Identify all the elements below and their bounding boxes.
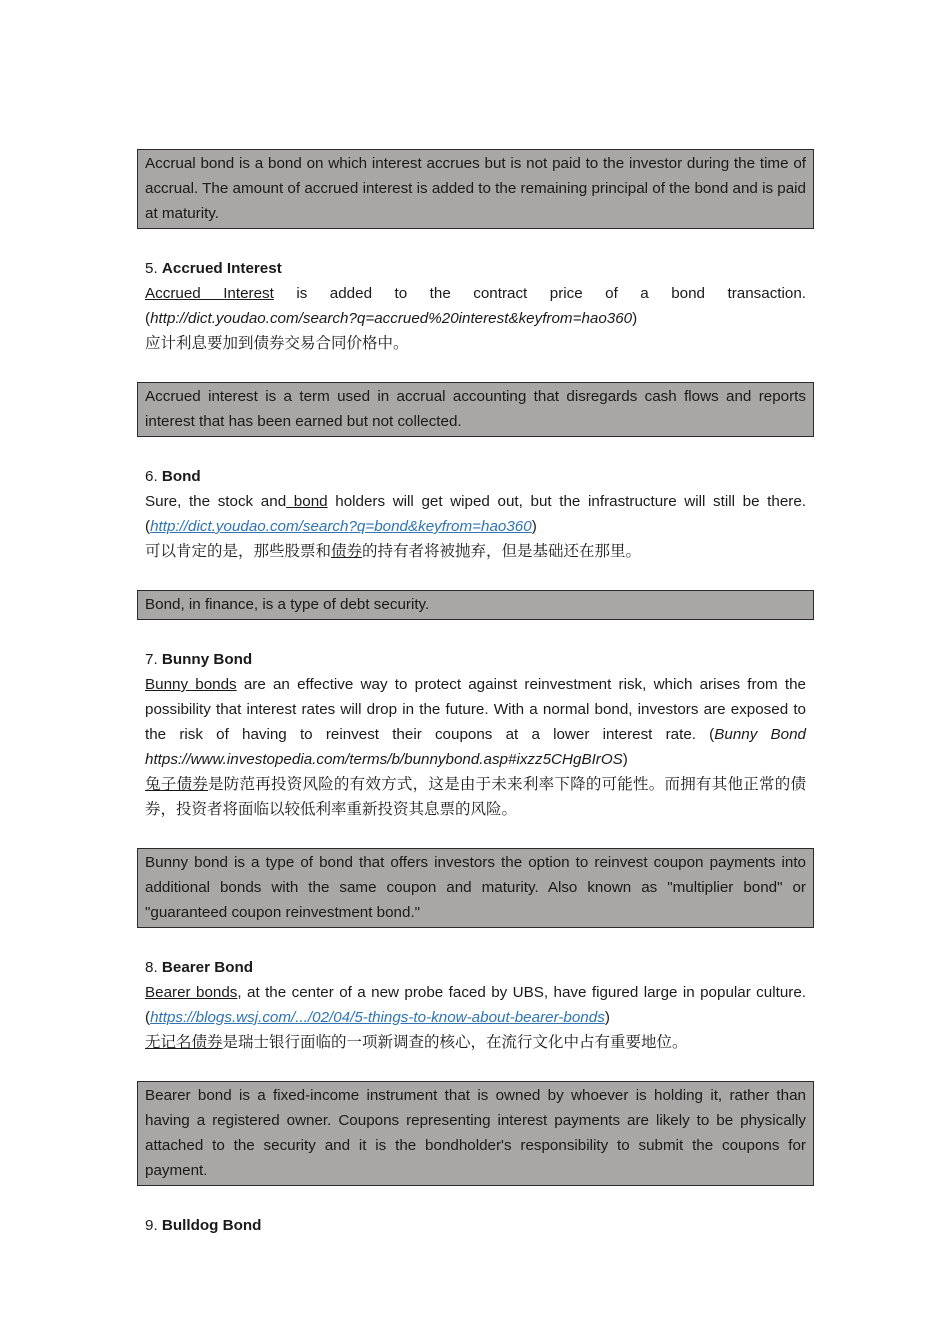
- entry-number: 9.: [145, 1217, 158, 1234]
- source-link[interactable]: http://dict.youdao.com/search?q=bond&keyfrom=hao360: [150, 518, 532, 535]
- example-sentence-bunny-bond: Bunny bonds are an effective way to protect against reinvestment risk, which arises from the possibility that interest rates will drop in the future. With a normal bond, investors are exposed to the risk of having to reinvest their coupons at a lower interest rate. (Bunny Bond https://www.investopedia.com/terms/b/bunnybond.asp#ixzz5CHgBIrOS): [145, 676, 806, 768]
- example-sentence-accrued-interest: Accrued Interest is added to the contract price of a bond transaction. (http://dict.youdao.com/search?q=accrued%20interest&keyfrom=hao360): [145, 285, 807, 327]
- term-bond-zh: 债券: [331, 542, 363, 560]
- term-bearer-bonds: Bearer bonds: [145, 984, 238, 1001]
- translation-bond: 可以肯定的是，那些股票和债券的持有者将被抛弃，但是基础还在那里。: [145, 542, 642, 560]
- term-bunny-bonds: Bunny bonds: [145, 676, 237, 693]
- definition-box-bunny-bond: Bunny bond is a type of bond that offers investors the option to reinvest coupon payments into additional bonds with the same coupon and maturity. Also known as "multiplier bond" or "guaranteed coupon reinvestment bond.": [137, 848, 814, 928]
- term-bearer-bond-zh: 无记名债券: [145, 1033, 223, 1051]
- entry-heading-accrued-interest: [137, 256, 814, 281]
- definition-box-accrued-interest: Accrued interest is a term used in accrual accounting that disregards cash flows and reports interest that has been earned but not collected.: [137, 382, 814, 437]
- entry-title: Bearer Bond: [161, 959, 254, 976]
- translation-bunny-bond: 兔子债券是防范再投资风险的有效方式，这是由于未来利率下降的可能性。而拥有其他正常的债券，投资者将面临以较低利率重新投资其息票的风险。: [145, 775, 806, 818]
- definition-box-bearer-bond: Bearer bond is a fixed-income instrument that is owned by whoever is holding it, rather than having a registered owner. Coupons representing interest payments are likely to be physically attached to the security and it is the bondholder's responsibility to submit the coupons for payment.: [137, 1081, 814, 1186]
- entry-title: Bulldog Bond: [161, 1217, 262, 1234]
- example-sentence-bond: Sure, the stock and bond holders will get wiped out, but the infrastructure will still be there. (http://dict.youdao.com/search?q=bond&keyfrom=hao360): [145, 493, 806, 535]
- definition-box-bond: Bond, in finance, is a type of debt security.: [137, 590, 814, 620]
- source-url: http://dict.youdao.com/search?q=accrued%20interest&keyfrom=hao360: [150, 310, 633, 327]
- term-bunny-bond-zh: 兔子债券: [145, 775, 208, 793]
- entry-number: 6.: [145, 468, 158, 485]
- entry-heading-bond: [137, 464, 814, 489]
- document-page: [137, 149, 814, 1238]
- translation-bearer-bond: 无记名债券是瑞士银行面临的一项新调查的核心，在流行文化中占有重要地位。: [145, 1033, 688, 1051]
- entry-number: 5.: [145, 260, 158, 277]
- term-accrued-interest: Accrued Interest: [145, 285, 274, 302]
- example-sentence-bearer-bond: Bearer bonds, at the center of a new probe faced by UBS, have figured large in popular culture. (https://blogs.wsj.com/.../02/04/5-things-to-know-about-bearer-bonds): [145, 984, 806, 1026]
- entry-heading-bunny-bond: [137, 647, 814, 672]
- entry-title: Bunny Bond: [161, 651, 253, 668]
- translation-accrued-interest: 应计利息要加到债券交易合同价格中。: [145, 334, 409, 352]
- source-url: Bunny Bond https://www.investopedia.com/terms/b/bunnybond.asp#ixzz5CHgBIrOS: [145, 726, 806, 768]
- source-link[interactable]: https://blogs.wsj.com/.../02/04/5-things-to-know-about-bearer-bonds: [150, 1009, 605, 1026]
- definition-box-accrual-bond: Accrual bond is a bond on which interest accrues but is not paid to the investor during the time of accrual. The amount of accrued interest is added to the remaining principal of the bond and is paid at maturity.: [137, 149, 814, 229]
- entry-title: Bond: [161, 468, 201, 485]
- entry-heading-bearer-bond: [137, 955, 814, 980]
- entry-number: 7.: [145, 651, 158, 668]
- entry-title: Accrued Interest: [161, 260, 282, 277]
- term-bond: bond: [286, 493, 328, 510]
- entry-heading-bulldog-bond: [137, 1213, 814, 1238]
- entry-number: 8.: [145, 959, 158, 976]
